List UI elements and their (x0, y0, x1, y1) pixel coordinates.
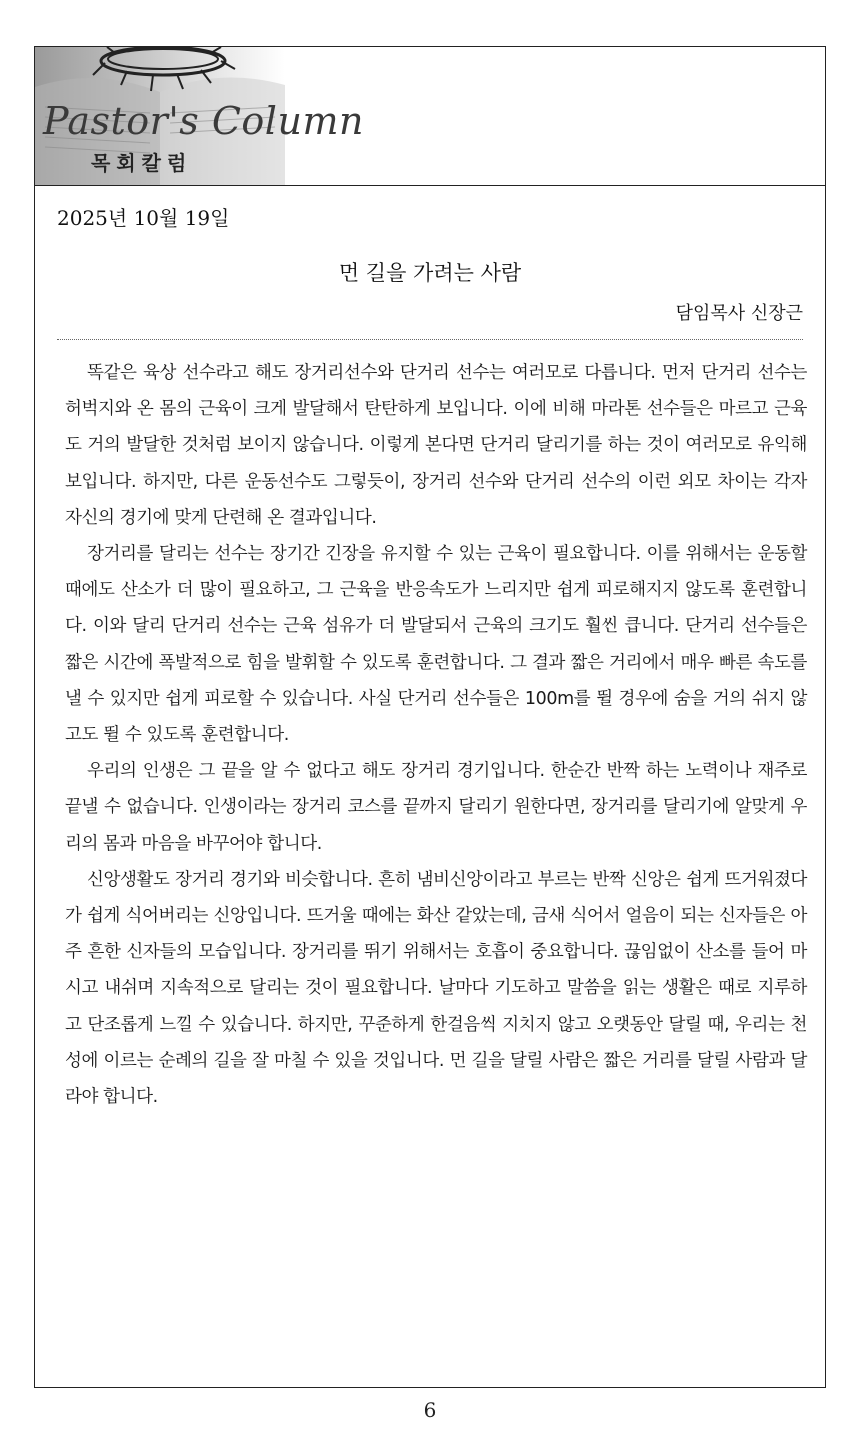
banner-title: Pastor's Column (43, 99, 364, 143)
dotted-divider (57, 339, 803, 340)
article-date: 2025년 10월 19일 (57, 206, 230, 230)
page-frame (34, 46, 826, 1388)
article-body (65, 355, 807, 1115)
paragraph: 우리의 인생은 그 끝을 알 수 없다고 해도 장거리 경기입니다. 한순간 반짝 하는 노력이나 재주로 끝낼 수 없습니다. 인생이라는 장거리 코스를 끝까지 달리기 원한다면, 장거리를 달리기에 알맞게 우리의 몸과 마음을 바꾸어야 합니다. (65, 761, 807, 854)
article-author: 담임목사 신장근 (675, 303, 803, 324)
header-banner (35, 47, 825, 186)
paragraph: 똑같은 육상 선수라고 해도 장거리선수와 단거리 선수는 여러모로 다릅니다. 먼저 단거리 선수는 허벅지와 온 몸의 근육이 크게 발달해서 탄탄하게 보입니다. 이에 비해 마라톤 선수들은 마르고 근육도 거의 발달한 것처럼 보이지 않습니다. 이렇게 본다면 단거리 달리기를 하는 것이 여러모로 유익해 보입니다. 하지만, 다른 운동선수도 그렇듯이, 장거리 선수와 단거리 선수의 이런 외모 차이는 각자 자신의 경기에 맞게 단련해 온 결과입니다. (65, 363, 807, 528)
article-title: 먼 길을 가려는 사람 (338, 261, 522, 285)
page-number: 6 (423, 1398, 437, 1422)
banner-subtitle: 목회칼럼 (91, 151, 193, 175)
paragraph: 장거리를 달리는 선수는 장기간 긴장을 유지할 수 있는 근육이 필요합니다. 이를 위해서는 운동할 때에도 산소가 더 많이 필요하고, 그 근육을 반응속도가 느리지만 쉽게 피로해지지 않도록 훈련합니다. 이와 달리 단거리 선수는 근육 섬유가 더 발달되서 근육의 크기도 훨씬 큽니다. 단거리 선수들은 짧은 시간에 폭발적으로 힘을 발휘할 수 있도록 훈련합니다. 그 결과 짧은 거리에서 매우 빠른 속도를 낼 수 있지만 쉽게 피로할 수 있습니다. 사실 단거리 선수들은 100m를 뛸 경우에 숨을 거의 쉬지 않고도 뛸 수 있도록 훈련합니다. (65, 544, 807, 746)
paragraph: 신앙생활도 장거리 경기와 비슷합니다. 흔히 냄비신앙이라고 부르는 반짝 신앙은 쉽게 뜨거워졌다가 쉽게 식어버리는 신앙입니다. 뜨거울 때에는 화산 같았는데, 금새 식어서 얼음이 되는 신자들은 아주 흔한 신자들의 모습입니다. 장거리를 뛰기 위해서는 호흡이 중요합니다. 끊임없이 산소를 들어 마시고 내쉬며 지속적으로 달리는 것이 필요합니다. 날마다 기도하고 말씀을 읽는 생활은 때로 지루하고 단조롭게 느낄 수 있습니다. 하지만, 꾸준하게 한걸음씩 지치지 않고 오랫동안 달릴 때, 우리는 천성에 이르는 순례의 길을 잘 마칠 수 있을 것입니다. 먼 길을 달릴 사람은 짧은 거리를 달릴 사람과 달라야 합니다. (65, 869, 807, 1108)
